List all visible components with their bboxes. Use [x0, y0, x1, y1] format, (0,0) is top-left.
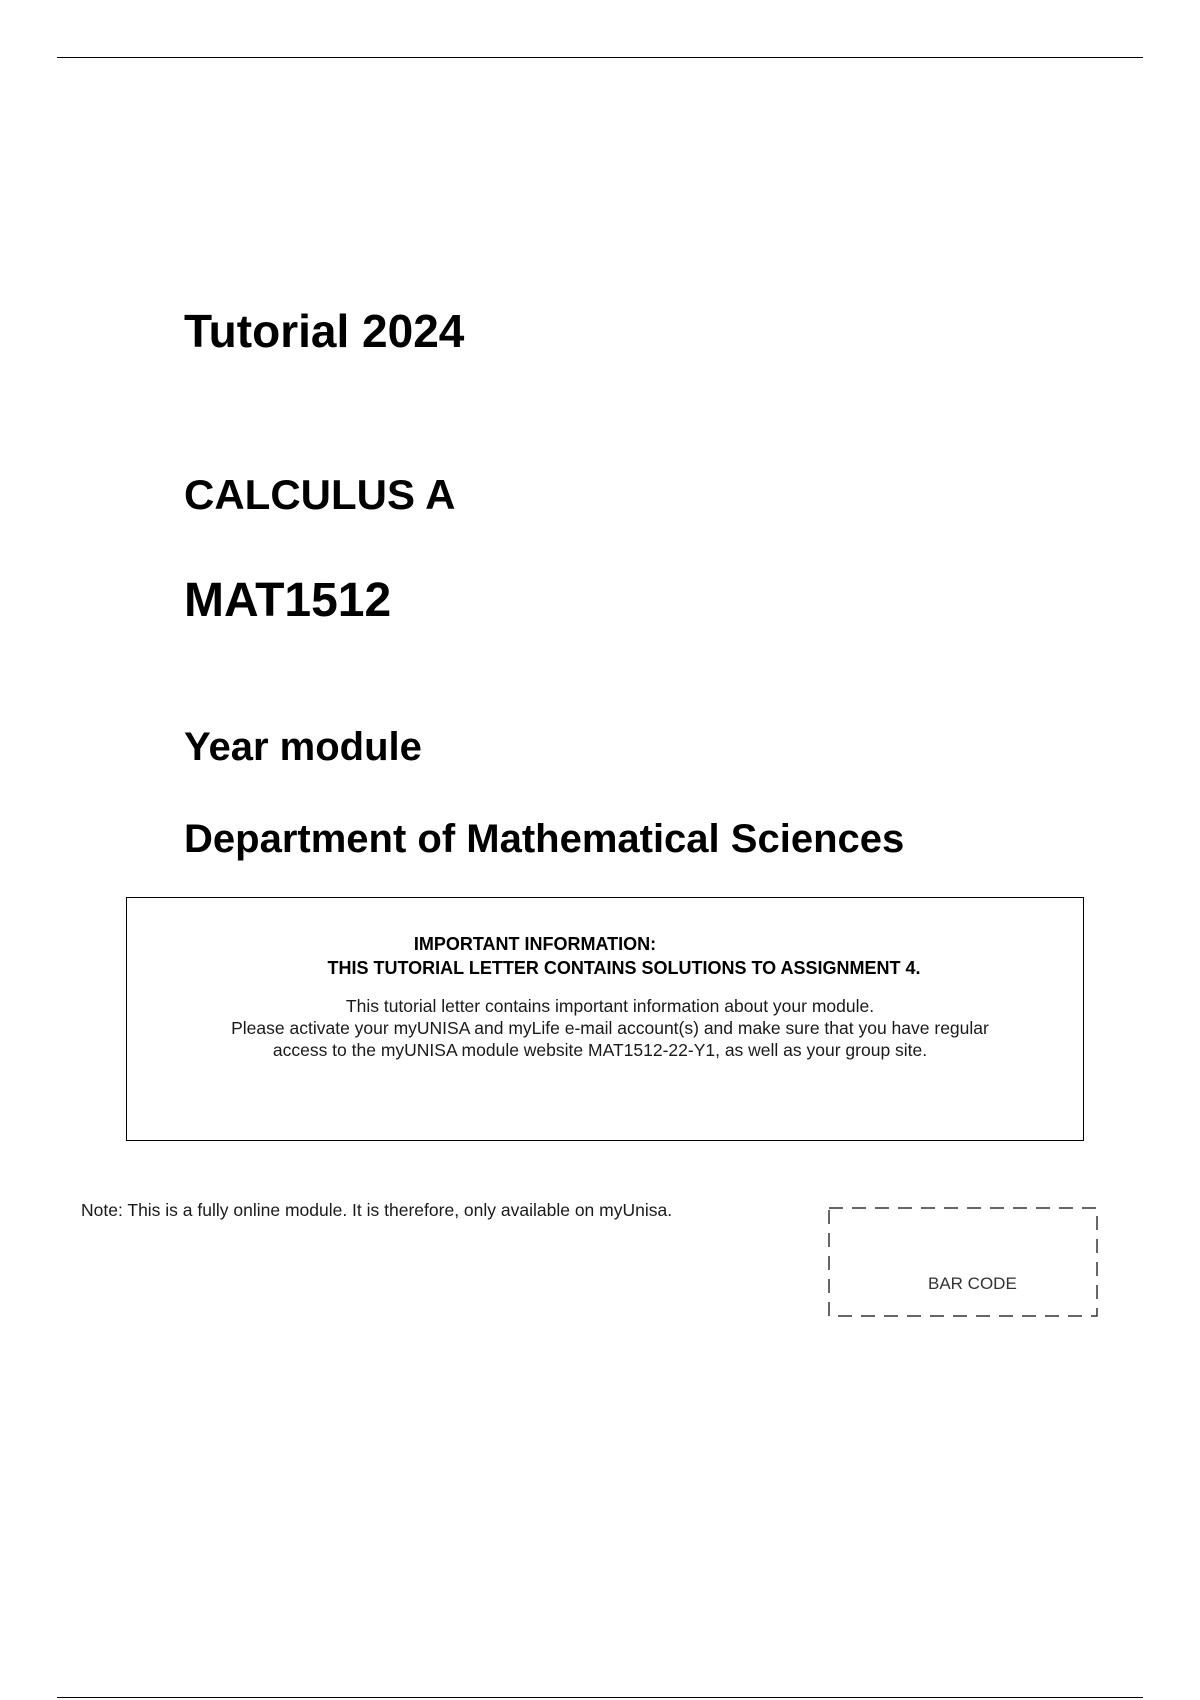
- info-heading-line2: THIS TUTORIAL LETTER CONTAINS SOLUTIONS TO ASSIGNMENT 4.: [327, 958, 921, 978]
- important-information-box: [126, 897, 1084, 1141]
- department-name: Department of Mathematical Sciences: [184, 817, 905, 861]
- module-duration: Year module: [184, 725, 422, 769]
- barcode-dashed-border: [828, 1207, 1098, 1317]
- barcode-label: BAR CODE: [928, 1274, 1017, 1293]
- online-module-note: Note: This is a fully online module. It is therefore, only available on myUnisa.: [81, 1200, 673, 1220]
- bottom-divider: [57, 1697, 1143, 1698]
- top-divider: [57, 57, 1143, 58]
- barcode-placeholder: [828, 1207, 1098, 1317]
- course-code: MAT1512: [184, 574, 392, 627]
- info-body-line1: This tutorial letter contains important information about your module.: [345, 996, 875, 1016]
- info-body-line2: Please activate your myUNISA and myLife e-mail account(s) and make sure that you have regular: [231, 1018, 989, 1038]
- info-heading-line1: IMPORTANT INFORMATION:: [413, 934, 657, 954]
- info-body-line3: access to the myUNISA module website MAT1512-22-Y1, as well as your group site.: [272, 1040, 928, 1060]
- course-name: CALCULUS A: [184, 471, 456, 518]
- document-title: Tutorial 2024: [184, 305, 465, 357]
